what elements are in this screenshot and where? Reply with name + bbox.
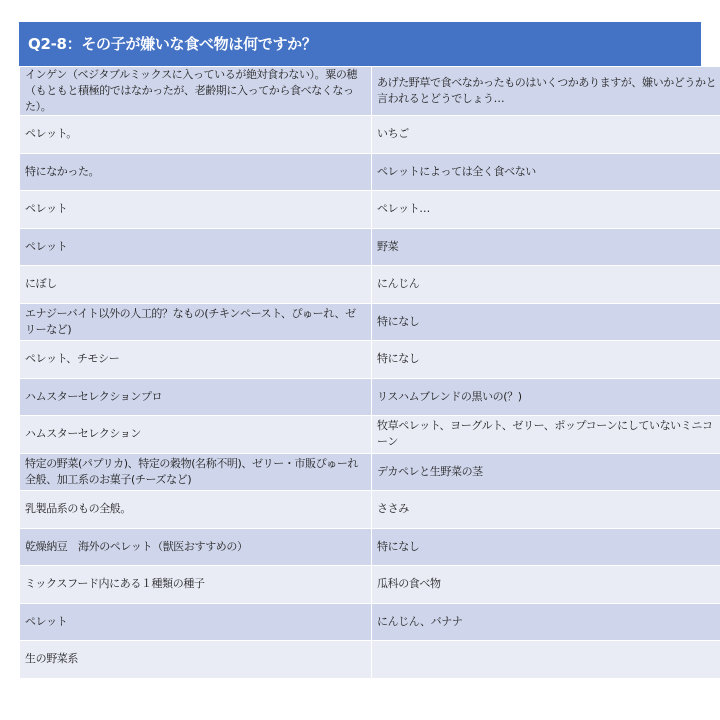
answer-cell: 特になかった。 <box>20 153 372 191</box>
answer-cell: 牧草ペレット、ヨーグルト、ゼリー、ポップコーンにしていないミニコーン <box>372 416 720 454</box>
table-row <box>20 67 720 116</box>
table-row <box>20 341 720 379</box>
answer-cell: ペレット <box>20 191 372 229</box>
answer-cell: ささみ <box>372 491 720 529</box>
table-row <box>20 116 720 154</box>
table-row <box>20 378 720 416</box>
answer-cell: 特になし <box>372 303 720 341</box>
table-row <box>20 416 720 454</box>
answer-cell: にぼし <box>20 266 372 304</box>
table-row <box>20 453 720 491</box>
table-row <box>20 528 720 566</box>
table-row <box>20 228 720 266</box>
answer-cell: 乳製品系のもの全般。 <box>20 491 372 529</box>
table-row <box>20 191 720 229</box>
answer-cell: ペレット <box>20 228 372 266</box>
answer-cell: 特になし <box>372 528 720 566</box>
table-row <box>20 491 720 529</box>
table-row <box>20 641 720 679</box>
answer-cell: ハムスターセレクションプロ <box>20 378 372 416</box>
answer-cell: ペレット… <box>372 191 720 229</box>
answer-cell: 特になし <box>372 341 720 379</box>
answer-cell: ペレットによっては全く食べない <box>372 153 720 191</box>
answer-cell: インゲン（ベジタブルミックスに入っているが絶対食わない）。粟の穂（もともと積極的ではなかったが、老齢期に入ってから食べなくなった）。 <box>20 67 372 116</box>
answer-cell: 生の野菜系 <box>20 641 372 679</box>
survey-table <box>19 22 717 679</box>
answer-cell: ペレット。 <box>20 116 372 154</box>
answer-cell: 瓜科の食べ物 <box>372 566 720 604</box>
answer-cell: 乾燥納豆 海外のペレット（獣医おすすめの） <box>20 528 372 566</box>
answer-cell: デカペレと生野菜の茎 <box>372 453 720 491</box>
answer-cell: 特定の野菜(パプリカ)、特定の穀物(名称不明)、ゼリー・市販ぴゅーれ全般、加工系のお菓子(チーズなど) <box>20 453 372 491</box>
answer-cell: 野菜 <box>372 228 720 266</box>
table-row <box>20 303 720 341</box>
answer-cell: いちご <box>372 116 720 154</box>
answer-cell: にんじん、バナナ <box>372 603 720 641</box>
answer-cell: ペレット <box>20 603 372 641</box>
answer-cell: エナジーバイト以外の人工的？なもの(チキンペースト、ぴゅーれ、ゼリーなど) <box>20 303 372 341</box>
answer-cell: あげた野草で食べなかったものはいくつかありますが、嫌いかどうかと言われるとどうでしょう… <box>372 67 720 116</box>
table-row <box>20 566 720 604</box>
table-row <box>20 603 720 641</box>
answer-cell: ミックスフード内にある１種類の種子 <box>20 566 372 604</box>
answer-cell: ハムスターセレクション <box>20 416 372 454</box>
answers-table <box>19 66 720 679</box>
answer-cell: ペレット、チモシー <box>20 341 372 379</box>
table-title: Q2-8：その子が嫌いな食べ物は何ですか？ <box>19 22 701 66</box>
answer-cell: リスハムブレンドの黒いの(？) <box>372 378 720 416</box>
answer-cell: にんじん <box>372 266 720 304</box>
table-row <box>20 153 720 191</box>
table-row <box>20 266 720 304</box>
answer-cell <box>372 641 720 679</box>
